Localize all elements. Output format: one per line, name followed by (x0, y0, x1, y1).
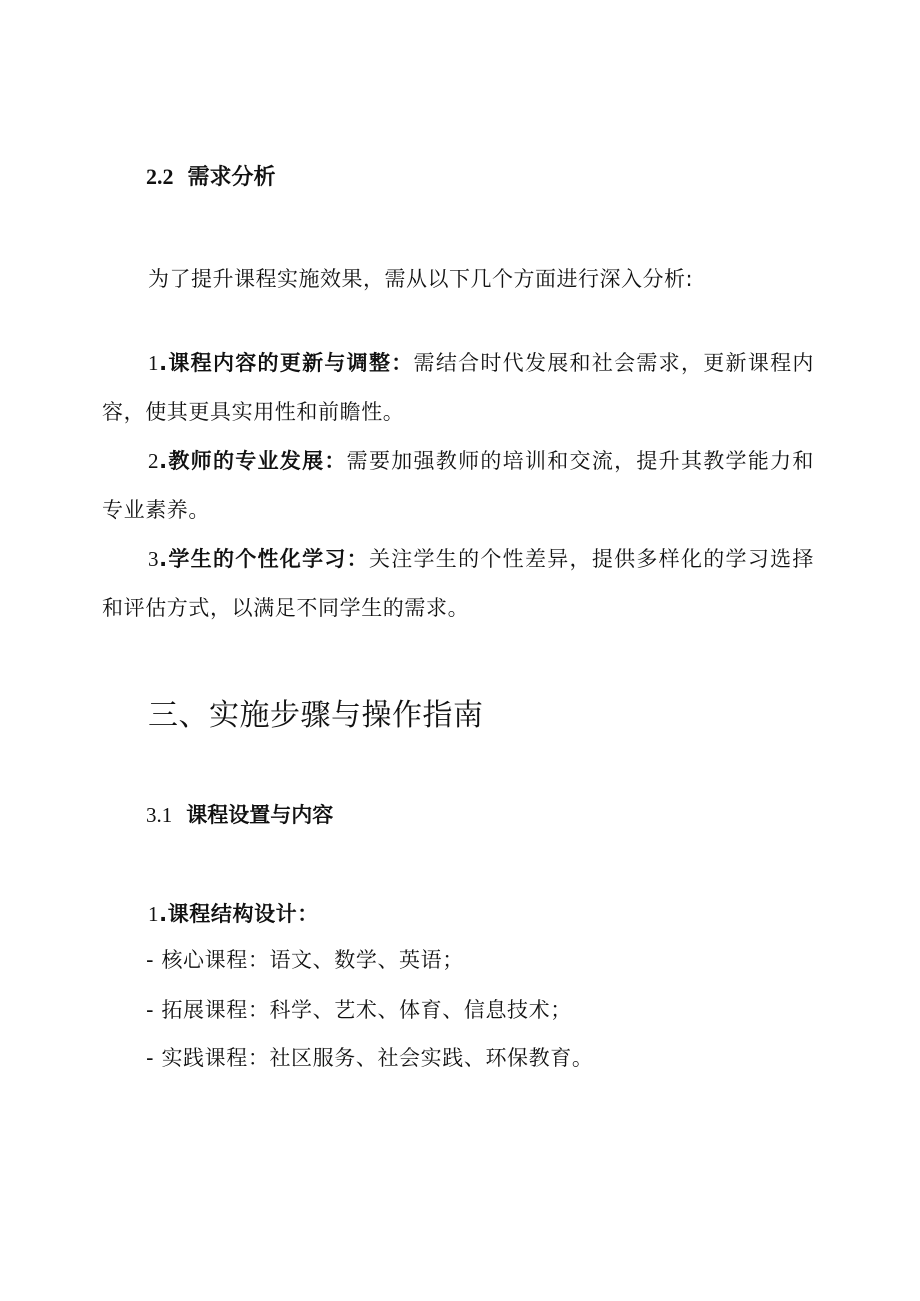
intro-paragraph: 为了提升课程实施效果，需从以下几个方面进行深入分析: (148, 267, 694, 291)
list-number: 3 (148, 547, 160, 571)
list-sep: . (159, 449, 168, 473)
list-text: 需要加强教师的培训和交流，提升其教学能力和专业素养。 (102, 449, 814, 522)
list-item-practice-courses: - 实践课程：社区服务、社会实践、环保教育。 (146, 1046, 594, 1070)
list-label: 学生的个性化学习： (167, 547, 369, 571)
section-title: 需求分析 (187, 165, 276, 190)
list-sep: . (159, 547, 168, 571)
section-heading-3-1 (146, 800, 746, 830)
list-label: 课程内容的更新与调整： (167, 351, 414, 375)
list-text: 关注学生的个性差异，提供多样化的学习选择和评估方式，以满足不同学生的需求。 (102, 547, 814, 620)
section-title: 课程设置与内容 (186, 803, 334, 827)
section-number: 3.1 (146, 803, 173, 827)
list-number: 1 (148, 902, 160, 926)
list-number: 2 (148, 449, 160, 473)
section-heading-2-2 (146, 162, 746, 193)
chapter-heading-3: 三、实施步骤与操作指南 (148, 698, 484, 733)
list-sep: . (159, 351, 168, 375)
list-item-need-3 (102, 535, 814, 633)
list-item-need-2 (102, 437, 814, 535)
list-label: 课程结构设计： (167, 902, 319, 926)
list-item-need-1 (102, 339, 814, 437)
list-item-extended-courses: - 拓展课程：科学、艺术、体育、信息技术； (146, 998, 572, 1022)
list-number: 1 (148, 351, 160, 375)
list-text: 需结合时代发展和社会需求，更新课程内容，使其更具实用性和前瞻性。 (102, 351, 814, 424)
section-number: 2.2 (146, 164, 174, 189)
list-item-core-courses: - 核心课程：语文、数学、英语； (146, 948, 464, 972)
list-label: 教师的专业发展： (167, 449, 347, 473)
structure-heading (148, 896, 319, 932)
list-sep: . (159, 902, 168, 926)
